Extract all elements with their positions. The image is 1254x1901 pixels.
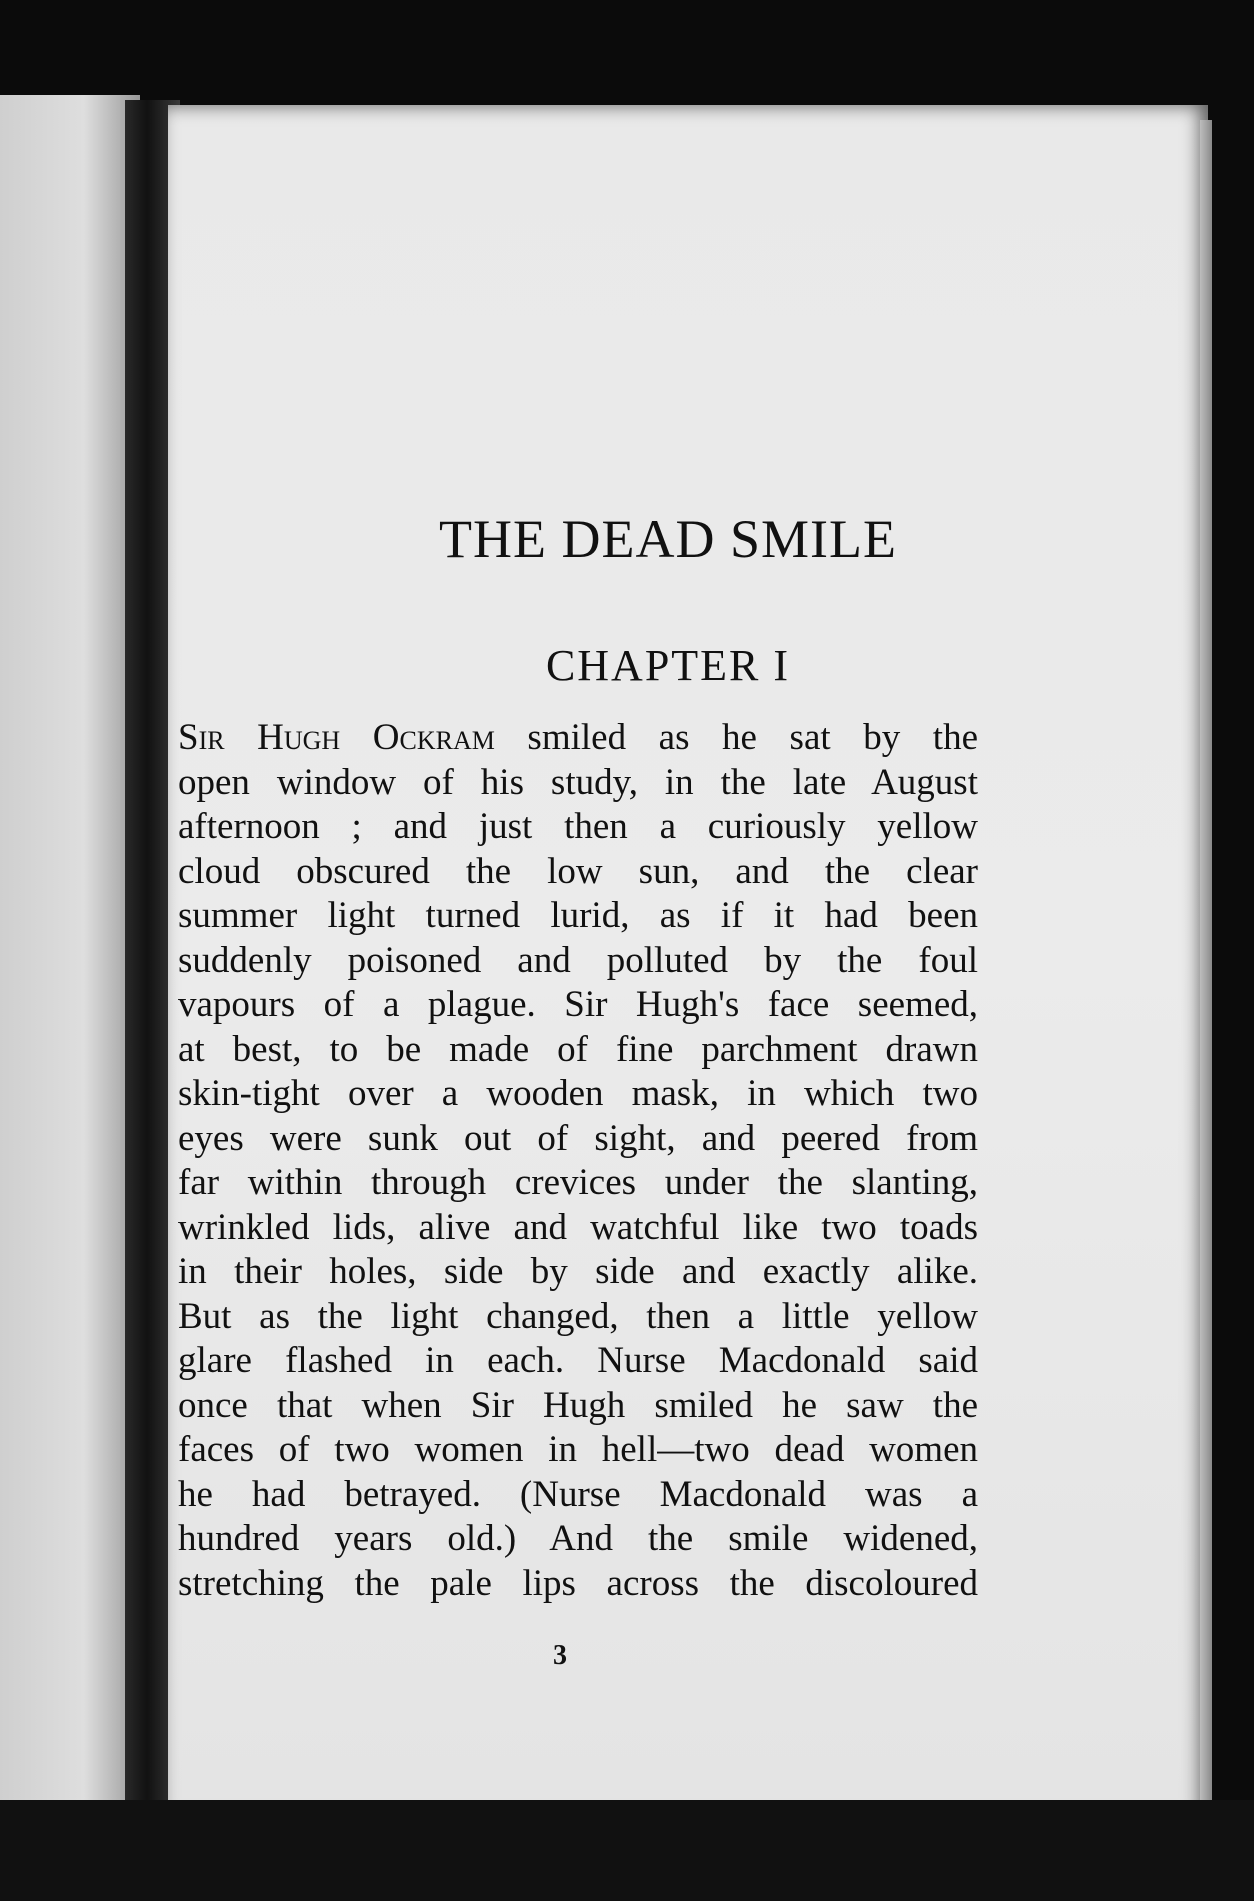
text-line: afternoon ; and just then a curiously yellow (178, 806, 978, 847)
text-line: in their holes, side by side and exactly alike. (178, 1251, 978, 1292)
text-line: vapours of a plague. Sir Hugh's face seemed, (178, 984, 978, 1025)
text-line-content: smiled as he sat by the (494, 717, 979, 758)
book-title: THE DEAD SMILE (439, 509, 897, 569)
text-line: open window of his study, in the late August (178, 761, 978, 803)
text-line: he had betrayed. (Nurse Macdonald was a (178, 1473, 978, 1515)
text-line: suddenly poisoned and polluted by the foul (178, 939, 978, 981)
page-edge-shadow (1200, 120, 1212, 1820)
lead-in-name: Sir Hugh Ockram (178, 717, 495, 758)
chapter-text (178, 716, 978, 1606)
text-line: summer light turned lurid, as if it had been (178, 895, 978, 936)
text-line: once that when Sir Hugh smiled he saw the (178, 1384, 978, 1426)
chapter-heading: CHAPTER I (545, 641, 791, 690)
text-line: hundred years old.) And the smile widened, (178, 1518, 978, 1559)
left-page-edge (0, 95, 140, 1825)
text-line: skin-tight over a wooden mask, in which two (178, 1073, 978, 1114)
scan-border-bottom (0, 1800, 1254, 1901)
text-line: faces of two women in hell—two dead women (178, 1429, 978, 1470)
text-line (178, 716, 978, 761)
text-line: stretching the pale lips across the discoloured (178, 1562, 978, 1604)
text-line: far within through crevices under the slanting, (178, 1162, 978, 1203)
text-line: eyes were sunk out of sight, and peered from (178, 1117, 978, 1159)
text-line: But as the light changed, then a little yellow (178, 1295, 978, 1337)
text-line: glare flashed in each. Nurse Macdonald said (178, 1340, 978, 1381)
text-line: at best, to be made of fine parchment drawn (178, 1028, 978, 1070)
text-line: cloud obscured the low sun, and the clear (178, 850, 978, 892)
text-line: wrinkled lids, alive and watchful like two toads (178, 1206, 978, 1248)
page-number: 3 (553, 1640, 567, 1671)
